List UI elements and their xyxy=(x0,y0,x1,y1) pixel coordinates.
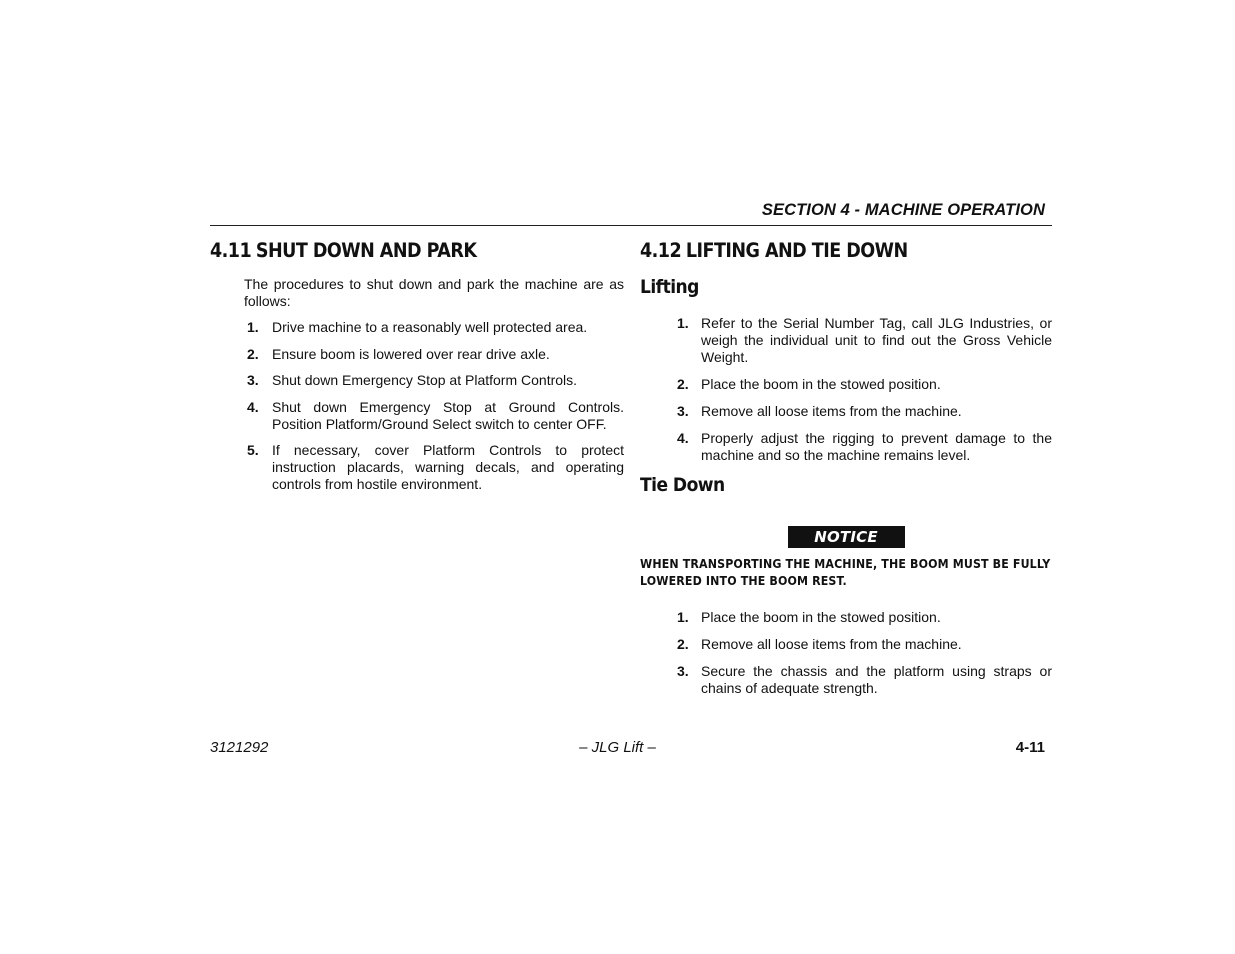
list-item xyxy=(210,442,624,493)
list-item xyxy=(640,663,1052,697)
step-text: Place the boom in the stowed position. xyxy=(701,376,941,392)
list-item xyxy=(640,609,1052,626)
step-text: Secure the chassis and the platform using straps or chains of adequate strength. xyxy=(701,663,1052,696)
tie-down-steps-list xyxy=(640,609,1052,697)
section-heading-4-11 xyxy=(210,239,583,265)
list-item xyxy=(640,315,1052,366)
step-number: 1. xyxy=(677,609,689,625)
lifting-steps-list xyxy=(640,315,1052,464)
step-text: Shut down Emergency Stop at Platform Controls. xyxy=(272,372,578,388)
list-item xyxy=(640,403,1052,420)
lifting-subheading: Lifting xyxy=(640,276,699,298)
step-text: If necessary, cover Platform Controls to protect instruction placards, warning decals, and operating controls from hostile environment. xyxy=(272,442,624,492)
page-header xyxy=(210,201,1052,226)
step-text: Properly adjust the rigging to prevent damage to the machine and so the machine remains level. xyxy=(701,430,1052,463)
right-column xyxy=(640,239,1052,707)
list-item xyxy=(640,636,1052,653)
list-item xyxy=(210,399,624,433)
step-number: 1. xyxy=(247,319,259,335)
left-column xyxy=(210,239,624,503)
list-item xyxy=(210,372,624,389)
intro-paragraph: The procedures to shut down and park the machine are as follows: xyxy=(244,276,624,309)
footer-title: – JLG Lift – xyxy=(579,739,656,756)
shutdown-steps-list xyxy=(210,319,624,493)
step-number: 2. xyxy=(677,636,689,652)
step-text: Ensure boom is lowered over rear drive axle. xyxy=(272,345,550,362)
step-number: 4. xyxy=(247,398,259,415)
list-item xyxy=(210,346,624,363)
tie-down-subheading: Tie Down xyxy=(640,474,725,496)
section-number: 4.11 xyxy=(210,239,252,262)
list-item xyxy=(640,430,1052,464)
notice-box xyxy=(640,526,1052,548)
step-text: Place the boom in the stowed position. xyxy=(701,609,941,625)
section-title: SHUT DOWN AND PARK xyxy=(255,239,477,262)
step-text: Drive machine to a reasonably well protected area. xyxy=(272,319,588,335)
list-item xyxy=(210,319,624,336)
step-number: 2. xyxy=(247,345,259,362)
step-number: 5. xyxy=(247,442,259,458)
list-item xyxy=(640,376,1052,393)
step-number: 2. xyxy=(677,376,689,392)
section-heading-4-12 xyxy=(640,239,1011,265)
step-text: Remove all loose items from the machine. xyxy=(701,403,962,419)
step-text: Shut down Emergency Stop at Ground Controls. Position Platform/Ground Select switch to center OFF. xyxy=(272,398,624,432)
section-number: 4.12 xyxy=(640,239,682,262)
step-number: 1. xyxy=(677,315,689,331)
step-text: Refer to the Serial Number Tag, call JLG Industries, or weigh the individual unit to find out the Gross Vehicle Weight. xyxy=(701,315,1052,365)
step-number: 3. xyxy=(677,403,689,419)
step-number: 3. xyxy=(247,372,259,388)
step-text: Remove all loose items from the machine. xyxy=(701,636,962,652)
notice-badge: NOTICE xyxy=(788,526,905,548)
section-header-title: SECTION 4 - MACHINE OPERATION xyxy=(761,201,1045,219)
step-number: 4. xyxy=(677,430,689,446)
footer-page-number: 4-11 xyxy=(1015,739,1045,756)
section-title: LIFTING AND TIE DOWN xyxy=(685,239,908,262)
step-number: 3. xyxy=(677,663,689,679)
notice-text: WHEN TRANSPORTING THE MACHINE, THE BOOM MUST BE FULLY LOWERED INTO THE BOOM REST. xyxy=(640,557,1051,588)
footer-doc-number: 3121292 xyxy=(210,739,269,756)
